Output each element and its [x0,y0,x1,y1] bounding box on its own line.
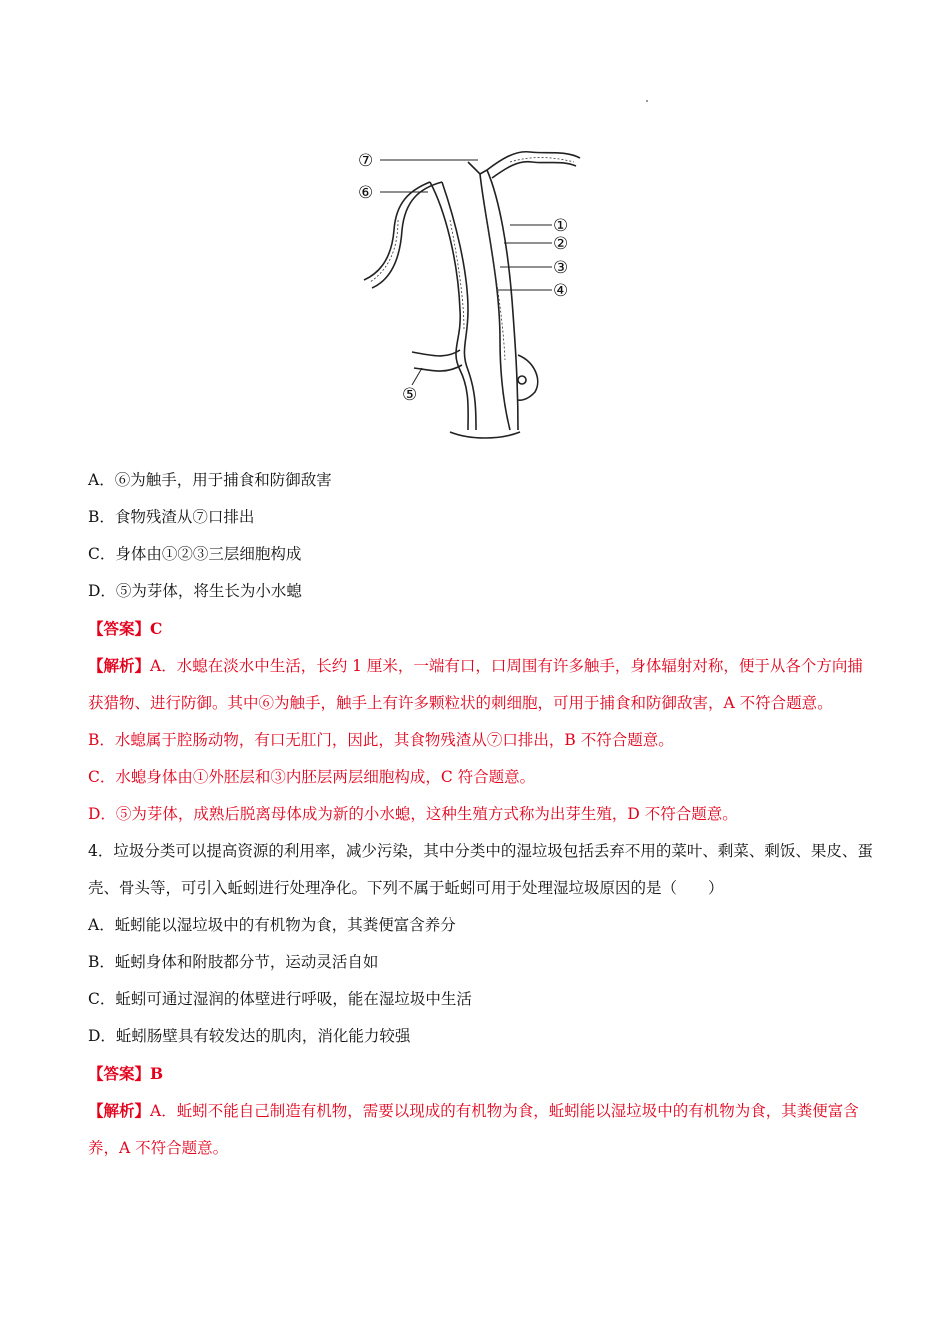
label-3: ③ [553,258,569,278]
q4-answer [88,1055,874,1092]
bulge [518,355,538,400]
hydra-diagram [350,140,600,445]
stray-dot [646,100,648,102]
q4-analysis-a-text: A．蚯蚓不能自己制造有机物，需要以现成的有机物为食，蚯蚓能以湿垃圾中的有机物为食，其粪便富含养，A 不符合题意。 [88,1102,859,1157]
q4-stem: 4．垃圾分类可以提高资源的利用率，减少污染，其中分类中的湿垃圾包括丢弃不用的菜叶、剩菜、剩饭、果皮、蛋壳、骨头等，可引入蚯蚓进行处理净化。下列不属于蚯蚓可用于处理湿垃圾原因的是（ ） [88,842,873,897]
hydra-diagram-svg [350,140,600,445]
body-wall-right-inner [480,174,510,430]
leader-5 [412,368,422,385]
q3-answer-tag: 【答案】 [88,619,151,638]
q4-answer-value: B [150,1064,164,1083]
tentacle-left-outer [372,182,442,288]
q4-answer-tag: 【答案】 [88,1064,151,1083]
q3-analysis-b: B．水螅属于腔肠动物，有口无肛门，因此，其食物残渣从⑦口排出，B 不符合题意。 [88,731,674,749]
q4-option-b: B．蚯蚓身体和附肢都分节，运动灵活自如 [88,953,379,971]
q4-option-d: D．蚯蚓肠壁具有较发达的肌肉，消化能力较强 [88,1027,411,1045]
body-wall-left-inner [442,182,476,430]
q4-option-c: C．蚯蚓可通过湿润的体壁进行呼吸，能在湿垃圾中生活 [88,990,472,1008]
label-4: ④ [553,281,569,301]
question-content [88,462,874,1167]
label-7: ⑦ [358,151,374,171]
tentacle-right-outer [487,152,580,170]
q3-answer-value: C [150,619,163,638]
label-5: ⑤ [402,385,418,405]
q3-analysis-a-text: A．水螅在淡水中生活，长约 1 厘米，一端有口，口周围有许多触手，身体辐射对称，便于从各个方向捕获猎物、进行防御。其中⑥为触手，触手上有许多颗粒状的刺细胞，可用于捕食和防御敌害，A 不符合题意。 [88,657,863,712]
label-6: ⑥ [358,183,374,203]
basal-disc [450,432,520,438]
egg-cell [518,376,526,384]
q3-option-a: A．⑥为触手，用于捕食和防御敌害 [88,471,332,489]
q3-analysis-tag: 【解析】 [88,656,151,675]
tentacle-left-inner [364,182,430,280]
q3-analysis-a [88,647,874,722]
body-wall-left [430,182,468,430]
q3-option-c: C．身体由①②③三层细胞构成 [88,545,302,563]
q3-option-b: B．食物残渣从⑦口排出 [88,508,255,526]
mouth [468,162,487,174]
q4-option-a: A．蚯蚓能以湿垃圾中的有机物为食，其粪便富含养分 [88,916,456,934]
label-2: ② [553,234,569,254]
q4-analysis-a [88,1092,874,1167]
q3-option-d: D．⑤为芽体，将生长为小水螅 [88,582,302,600]
cell-texture-4 [510,158,574,163]
q3-analysis-d: D．⑤为芽体，成熟后脱离母体成为新的小水螅，这种生殖方式称为出芽生殖，D 不符合题意。 [88,805,738,823]
bud-upper [412,350,460,356]
q4-analysis-tag: 【解析】 [88,1101,151,1120]
q3-analysis-c: C．水螅身体由①外胚层和③内胚层两层细胞构成，C 符合题意。 [88,768,536,786]
q3-answer [88,610,874,647]
tentacle-right-inner [492,162,576,178]
label-1: ① [553,216,569,236]
